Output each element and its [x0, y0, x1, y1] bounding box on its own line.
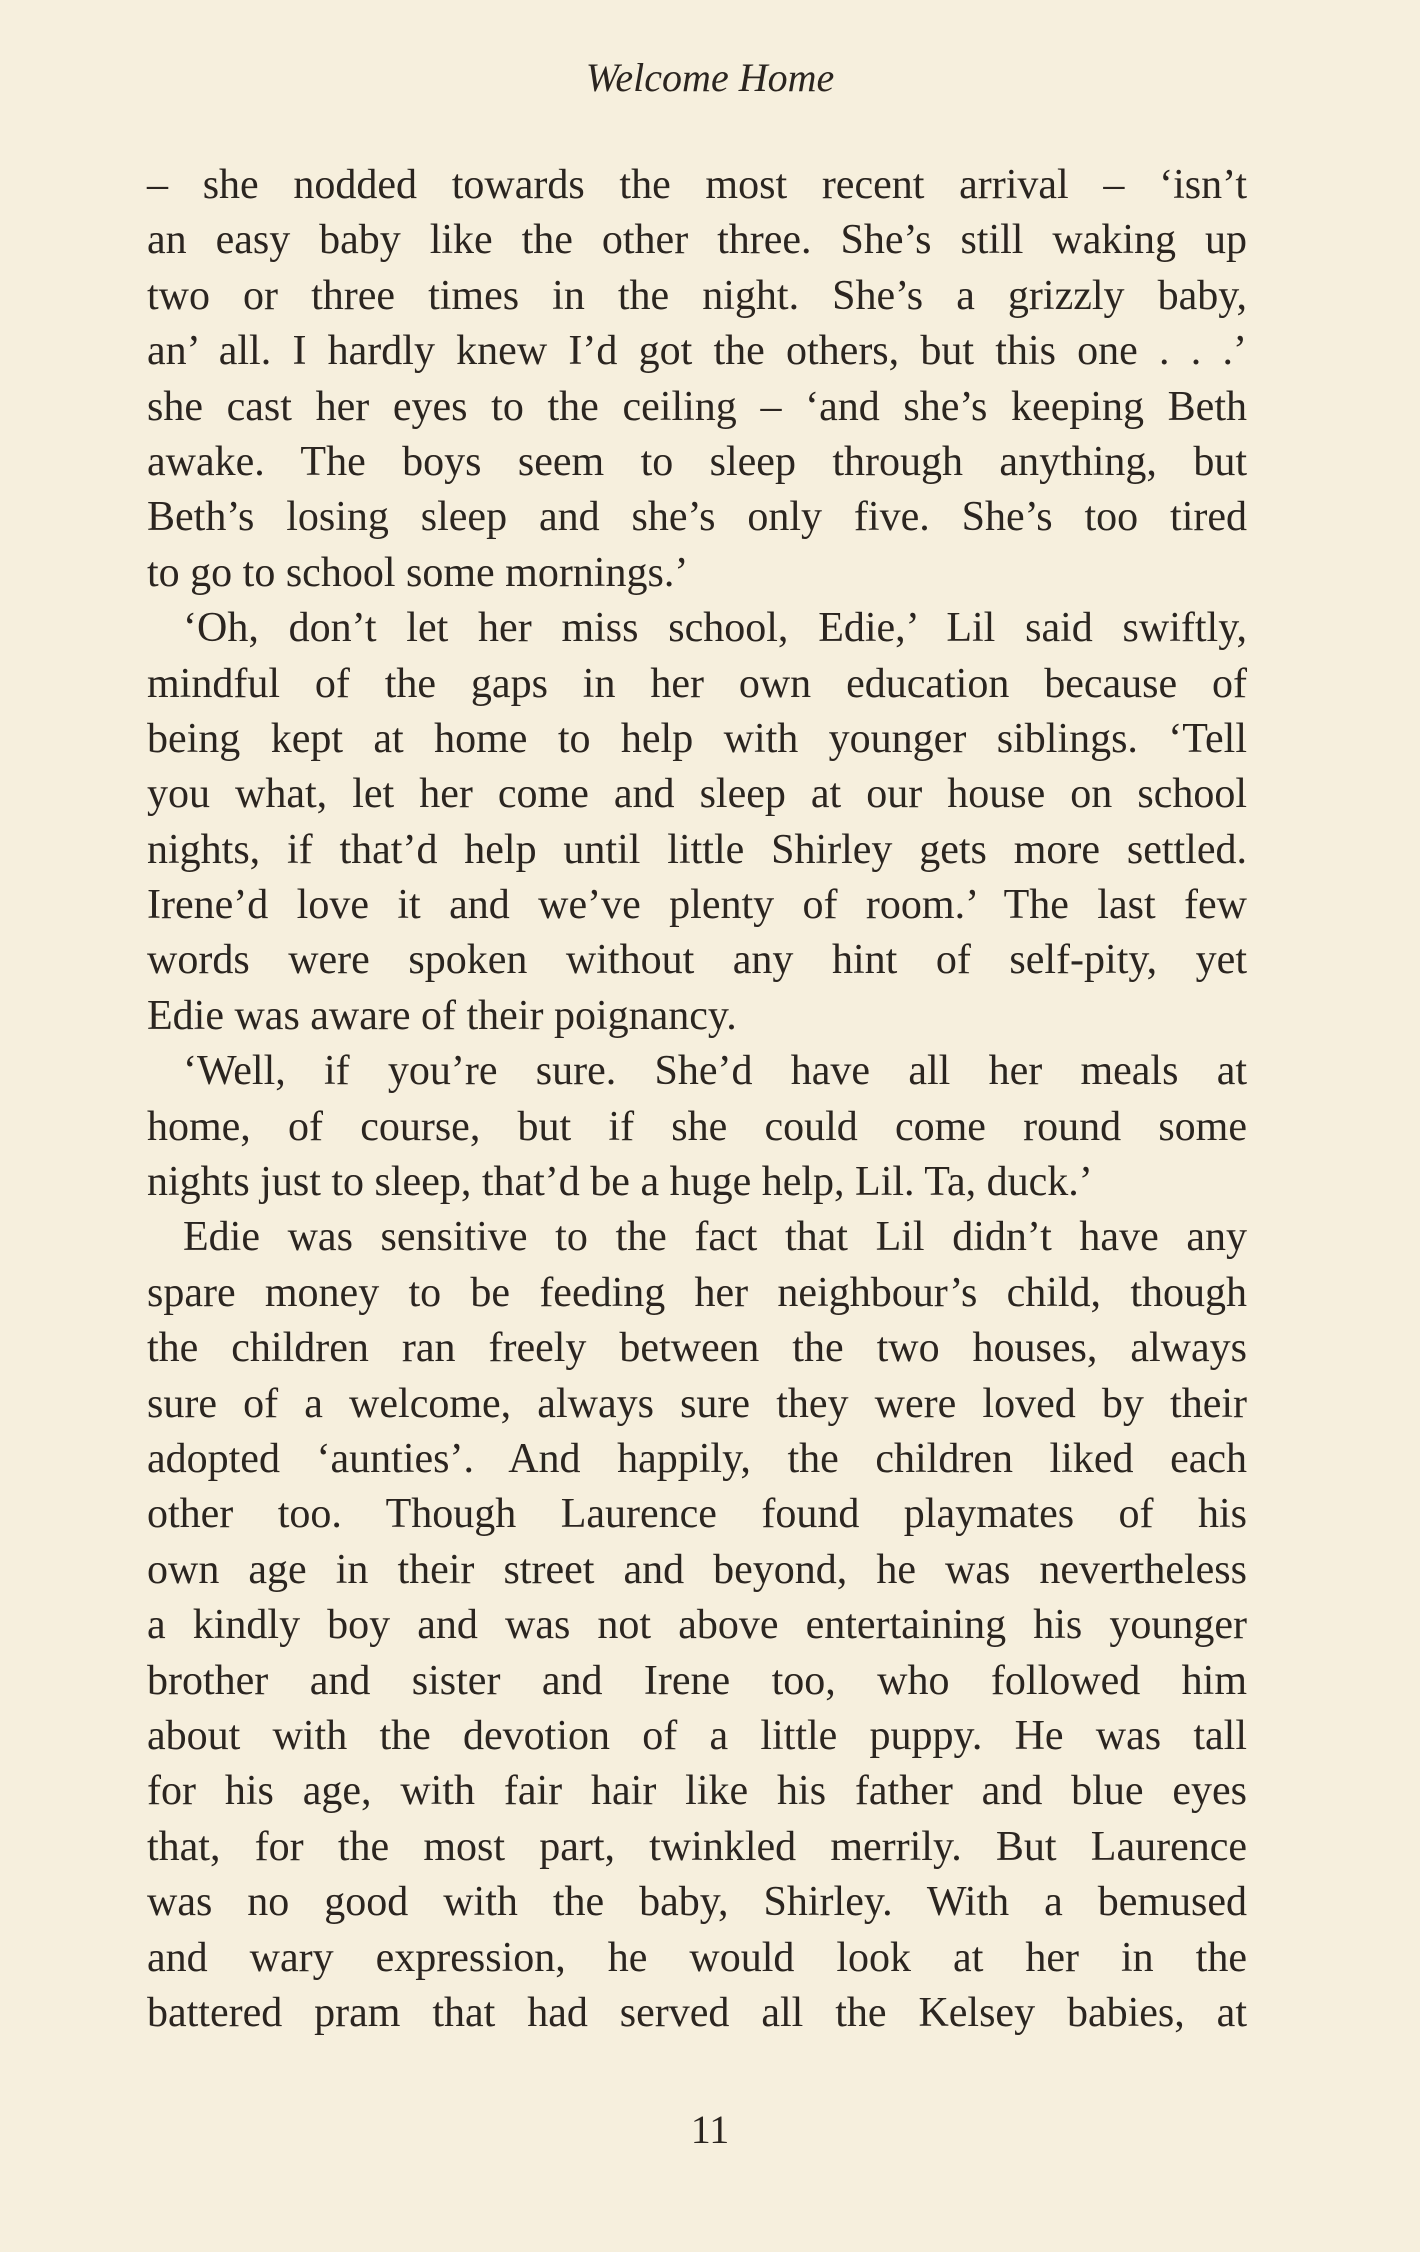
text-line: Irene’d love it and we’ve plenty of room.’ The last few	[147, 882, 1247, 929]
text-line: awake. The boys seem to sleep through anything, but	[147, 438, 1247, 485]
text-line: an easy baby like the other three. She’s still waking up	[147, 217, 1247, 264]
text-line: words were spoken without any hint of self-pity, yet	[147, 937, 1247, 984]
text-line: she cast her eyes to the ceiling – ‘and she’s keeping Beth	[147, 383, 1247, 430]
text-line: was no good with the baby, Shirley. With a bemused	[147, 1879, 1247, 1926]
text-line: about with the devotion of a little puppy. He was tall	[147, 1712, 1247, 1759]
text-line: a kindly boy and was not above entertaining his younger	[147, 1602, 1247, 1649]
text-line: Edie was sensitive to the fact that Lil didn’t have any	[183, 1214, 1247, 1261]
page-number: 11	[690, 2107, 730, 2152]
text-line: brother and sister and Irene too, who followed him	[147, 1657, 1247, 1704]
body-text	[147, 158, 1247, 2041]
text-line: the children ran freely between the two houses, always	[147, 1325, 1247, 1372]
text-line: ‘Oh, don’t let her miss school, Edie,’ Lil said swiftly,	[183, 605, 1247, 652]
text-line: home, of course, but if she could come round some	[147, 1103, 1247, 1150]
text-line: and wary expression, he would look at her in the	[147, 1934, 1247, 1981]
text-line: for his age, with fair hair like his father and blue eyes	[147, 1768, 1247, 1815]
text-line: you what, let her come and sleep at our house on school	[147, 771, 1247, 818]
text-line: an’ all. I hardly knew I’d got the others, but this one . . .’	[147, 328, 1247, 375]
text-line: battered pram that had served all the Kelsey babies, at	[147, 1989, 1247, 2036]
text-line: nights, if that’d help until little Shirley gets more settled.	[147, 826, 1247, 873]
text-line: nights just to sleep, that’d be a huge help, Lil. Ta, duck.’	[147, 1159, 1093, 1206]
text-line: – she nodded towards the most recent arrival – ‘isn’t	[147, 162, 1247, 208]
text-line: other too. Though Laurence found playmates of his	[147, 1491, 1247, 1538]
text-line: adopted ‘aunties’. And happily, the children liked each	[147, 1435, 1247, 1482]
text-line: Beth’s losing sleep and she’s only five. She’s too tired	[147, 494, 1247, 541]
text-line: own age in their street and beyond, he was nevertheless	[147, 1546, 1247, 1593]
running-head: Welcome Home	[585, 55, 835, 100]
text-line: being kept at home to help with younger siblings. ‘Tell	[147, 715, 1247, 762]
text-line: that, for the most part, twinkled merrily. But Laurence	[147, 1823, 1247, 1870]
text-line: two or three times in the night. She’s a grizzly baby,	[147, 272, 1247, 319]
text-line: ‘Well, if you’re sure. She’d have all her meals at	[183, 1048, 1247, 1095]
text-line: sure of a welcome, always sure they were loved by their	[147, 1380, 1247, 1427]
text-line: mindful of the gaps in her own education because of	[147, 660, 1247, 707]
text-line: to go to school some mornings.’	[147, 549, 689, 596]
text-line: spare money to be feeding her neighbour’s child, though	[147, 1269, 1247, 1316]
text-line: Edie was aware of their poignancy.	[147, 992, 737, 1039]
